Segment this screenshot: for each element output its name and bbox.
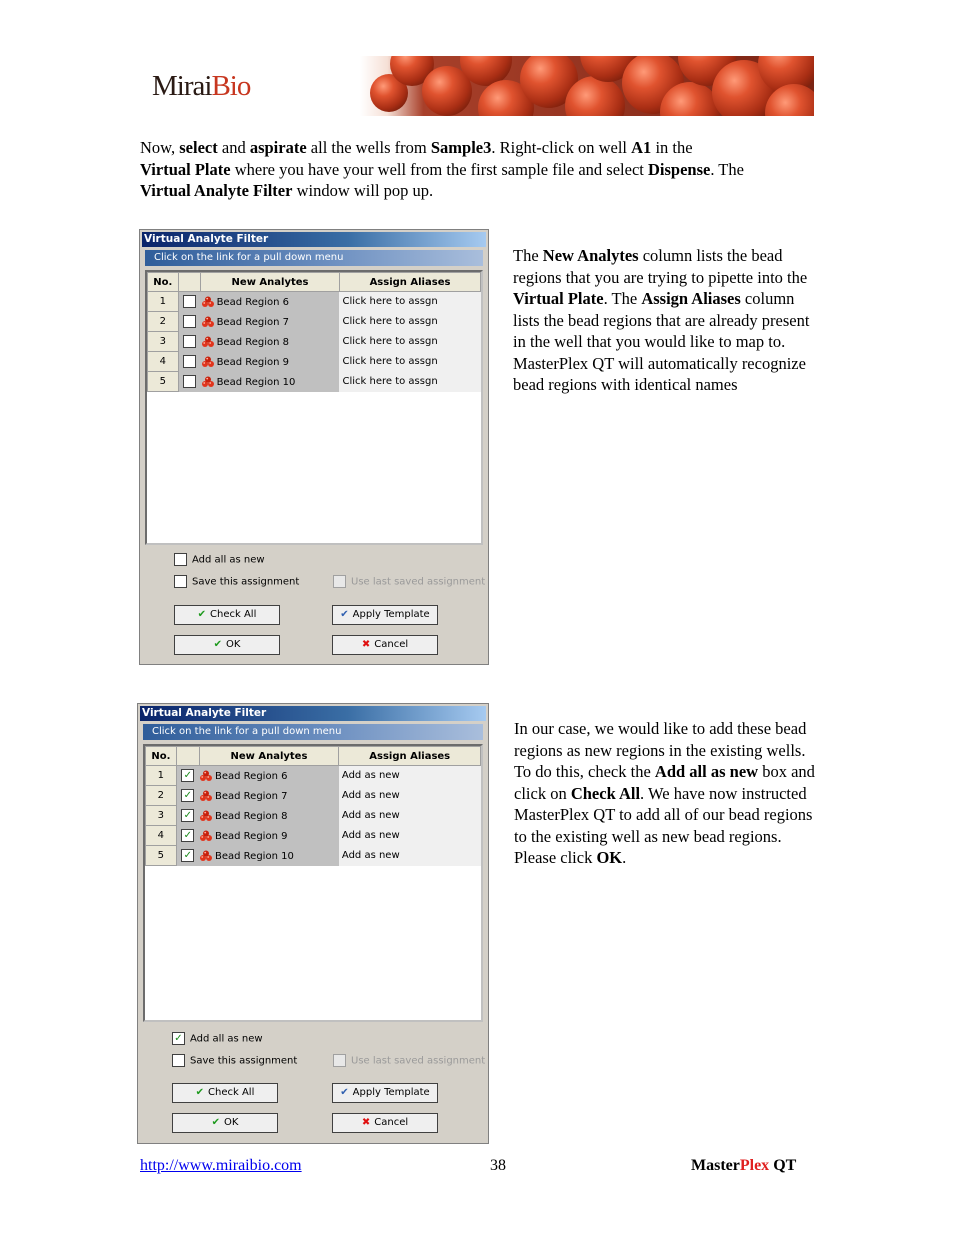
assign-alias-link[interactable]: Click here to assgn: [339, 372, 480, 392]
analyte-name: Bead Region 10: [216, 376, 296, 388]
bead-cluster-icon: [201, 316, 215, 328]
analyte-name: Bead Region 9: [215, 830, 288, 842]
assign-alias-link[interactable]: Add as new: [339, 846, 481, 866]
col-header-new-analytes[interactable]: New Analytes: [201, 273, 340, 292]
double-check-icon: ✔: [340, 1087, 349, 1098]
row-checkbox-cell[interactable]: [176, 786, 199, 806]
row-number: 4: [148, 352, 179, 372]
assign-alias-link[interactable]: Click here to assgn: [339, 312, 480, 332]
virtual-analyte-filter-dialog-2: [137, 703, 489, 1144]
cancel-button[interactable]: ✖ Cancel: [332, 1113, 438, 1133]
apply-template-button[interactable]: ✔ Apply Template: [332, 1083, 438, 1103]
row-checkbox[interactable]: [183, 315, 196, 328]
logo-main-text: Mirai: [152, 70, 212, 102]
miraibio-logo: [152, 70, 250, 103]
double-check-icon: ✔: [195, 1087, 205, 1098]
apply-template-button[interactable]: ✔ Apply Template: [332, 605, 438, 625]
checkbox-box[interactable]: ✓: [172, 1032, 185, 1045]
check-all-button[interactable]: ✔ Check All: [172, 1083, 278, 1103]
row-number: 2: [146, 786, 177, 806]
new-analyte-cell: [201, 292, 340, 312]
row-checkbox-cell[interactable]: [178, 332, 201, 352]
table-row: [146, 846, 481, 866]
table-row: [148, 352, 481, 372]
row-number: 3: [146, 806, 177, 826]
assign-alias-link[interactable]: Add as new: [339, 826, 481, 846]
bead-cluster-icon: [199, 790, 213, 802]
add-all-as-new-checkbox[interactable]: Add all as new: [174, 553, 265, 566]
checkbox-box: [333, 575, 346, 588]
assign-alias-link[interactable]: Click here to assgn: [339, 352, 480, 372]
close-icon: ✖: [361, 639, 371, 650]
bead-cluster-icon: [201, 296, 215, 308]
analyte-name: Bead Region 6: [215, 770, 288, 782]
row-checkbox[interactable]: ✓: [181, 809, 194, 822]
description-paragraph-2: In our case, we would like to add these bead regions as new regions in the existing wells. To do this, check the Add all as new box and click on Check All. We have now instructed MasterPlex QT to add all of our bead regions to the existing well as new bead regions. Please click OK.: [514, 719, 815, 867]
checkbox-box[interactable]: [174, 553, 187, 566]
new-analyte-cell: [201, 332, 340, 352]
bead-cluster-icon: [201, 336, 215, 348]
assign-alias-link[interactable]: Add as new: [339, 806, 481, 826]
new-analyte-cell: [199, 826, 339, 846]
row-number: 5: [146, 846, 177, 866]
analyte-name: Bead Region 9: [216, 356, 290, 368]
use-last-saved-checkbox: Use last saved assignment: [333, 575, 485, 588]
row-number: 2: [148, 312, 179, 332]
new-analyte-cell: [199, 786, 339, 806]
row-number: 5: [148, 372, 179, 392]
table-row: [148, 372, 481, 392]
row-number: 3: [148, 332, 179, 352]
assign-alias-link[interactable]: Click here to assgn: [339, 332, 480, 352]
new-analyte-cell: [199, 846, 339, 866]
assign-alias-link[interactable]: Click here to assgn: [339, 292, 480, 312]
use-last-saved-checkbox: Use last saved assignment: [333, 1054, 485, 1067]
table-row: [146, 826, 481, 846]
row-checkbox[interactable]: ✓: [181, 789, 194, 802]
add-all-as-new-checkbox[interactable]: ✓ Add all as new: [172, 1032, 263, 1045]
checkbox-box[interactable]: [174, 575, 187, 588]
dialog-title: Virtual Analyte Filter: [140, 706, 486, 721]
bead-banner-image: [360, 56, 814, 116]
analyte-name: Bead Region 6: [216, 296, 290, 308]
table-row: [148, 292, 481, 312]
check-icon: ✔: [211, 1117, 220, 1128]
row-number: 4: [146, 826, 177, 846]
close-icon: ✖: [361, 1117, 371, 1128]
row-number: 1: [146, 766, 177, 786]
ok-button[interactable]: ✔ OK: [172, 1113, 278, 1133]
col-header-new-analytes[interactable]: New Analytes: [199, 747, 339, 766]
analyte-name: Bead Region 7: [216, 316, 290, 328]
table-row: [146, 766, 481, 786]
table-row: [148, 332, 481, 352]
assign-alias-link[interactable]: Add as new: [339, 786, 481, 806]
new-analyte-cell: [201, 312, 340, 332]
footer-url-link[interactable]: http://www.miraibio.com: [140, 1157, 302, 1174]
col-header-no[interactable]: No.: [148, 273, 179, 292]
bead-cluster-icon: [201, 356, 215, 368]
col-header-assign-aliases[interactable]: Assign Aliases: [339, 273, 480, 292]
col-header-check: [176, 747, 199, 766]
virtual-analyte-filter-dialog-1: [139, 229, 489, 665]
row-checkbox-cell[interactable]: [178, 372, 201, 392]
col-header-no[interactable]: No.: [146, 747, 177, 766]
row-number: 1: [148, 292, 179, 312]
logo-accent-text: Bio: [211, 70, 251, 102]
save-assignment-checkbox[interactable]: Save this assignment: [174, 575, 299, 588]
check-icon: ✔: [213, 639, 222, 650]
bead-cluster-icon: [199, 770, 213, 782]
table-row: [146, 806, 481, 826]
table-row: [146, 786, 481, 806]
analyte-name: Bead Region 7: [215, 790, 288, 802]
intro-paragraph: Now, select and aspirate all the wells from Sample3. Right-click on well A1 in the Virtual Plate where you have your well from the first sample file and select Dispense. The Virtual Analyte Filter window will pop up.: [140, 138, 744, 200]
table-row: [148, 312, 481, 332]
analyte-name: Bead Region 10: [215, 850, 294, 862]
footer-brand: MasterPlex QT: [691, 1157, 797, 1174]
row-checkbox-cell[interactable]: [178, 292, 201, 312]
row-checkbox-cell[interactable]: [178, 312, 201, 332]
row-checkbox-cell[interactable]: [176, 826, 199, 846]
analyte-name: Bead Region 8: [215, 810, 288, 822]
bead-cluster-icon: [199, 810, 213, 822]
bead-cluster-icon: [201, 376, 215, 388]
dialog-title: Virtual Analyte Filter: [142, 232, 486, 247]
row-checkbox-cell[interactable]: [176, 846, 199, 866]
description-paragraph-1: The New Analytes column lists the bead regions that you are trying to pipette into the Virtual Plate. The Assign Aliases column lists the bead regions that are already present in the well that you would like to map to. MasterPlex QT will automatically recognize bead regions with identical names: [513, 246, 810, 394]
col-header-check: [178, 273, 201, 292]
cancel-button[interactable]: ✖ Cancel: [332, 635, 438, 655]
ok-button[interactable]: ✔ OK: [174, 635, 280, 655]
row-checkbox[interactable]: [183, 355, 196, 368]
assign-alias-link[interactable]: Add as new: [339, 766, 481, 786]
new-analyte-cell: [201, 352, 340, 372]
new-analyte-cell: [201, 372, 340, 392]
page-number: 38: [490, 1157, 506, 1174]
new-analyte-cell: [199, 766, 339, 786]
dialog-subtitle-hint: Click on the link for a pull down menu: [143, 724, 483, 740]
double-check-icon: ✔: [197, 609, 207, 620]
analyte-grid: [145, 270, 483, 545]
check-all-button[interactable]: ✔ Check All: [174, 605, 280, 625]
row-checkbox-cell[interactable]: [178, 352, 201, 372]
save-assignment-checkbox[interactable]: Save this assignment: [172, 1054, 297, 1067]
analyte-grid: [143, 744, 483, 1022]
row-checkbox[interactable]: [183, 335, 196, 348]
col-header-assign-aliases[interactable]: Assign Aliases: [339, 747, 481, 766]
new-analyte-cell: [199, 806, 339, 826]
dialog-subtitle-hint: Click on the link for a pull down menu: [145, 250, 483, 266]
checkbox-box: [333, 1054, 346, 1067]
row-checkbox-cell[interactable]: [176, 806, 199, 826]
checkbox-box[interactable]: [172, 1054, 185, 1067]
bead-cluster-icon: [199, 850, 213, 862]
row-checkbox[interactable]: ✓: [181, 769, 194, 782]
row-checkbox[interactable]: ✓: [181, 829, 194, 842]
row-checkbox-cell[interactable]: [176, 766, 199, 786]
row-checkbox[interactable]: [183, 375, 196, 388]
row-checkbox[interactable]: [183, 295, 196, 308]
analyte-name: Bead Region 8: [216, 336, 290, 348]
row-checkbox[interactable]: ✓: [181, 849, 194, 862]
bead-cluster-icon: [199, 830, 213, 842]
double-check-icon: ✔: [340, 609, 349, 620]
